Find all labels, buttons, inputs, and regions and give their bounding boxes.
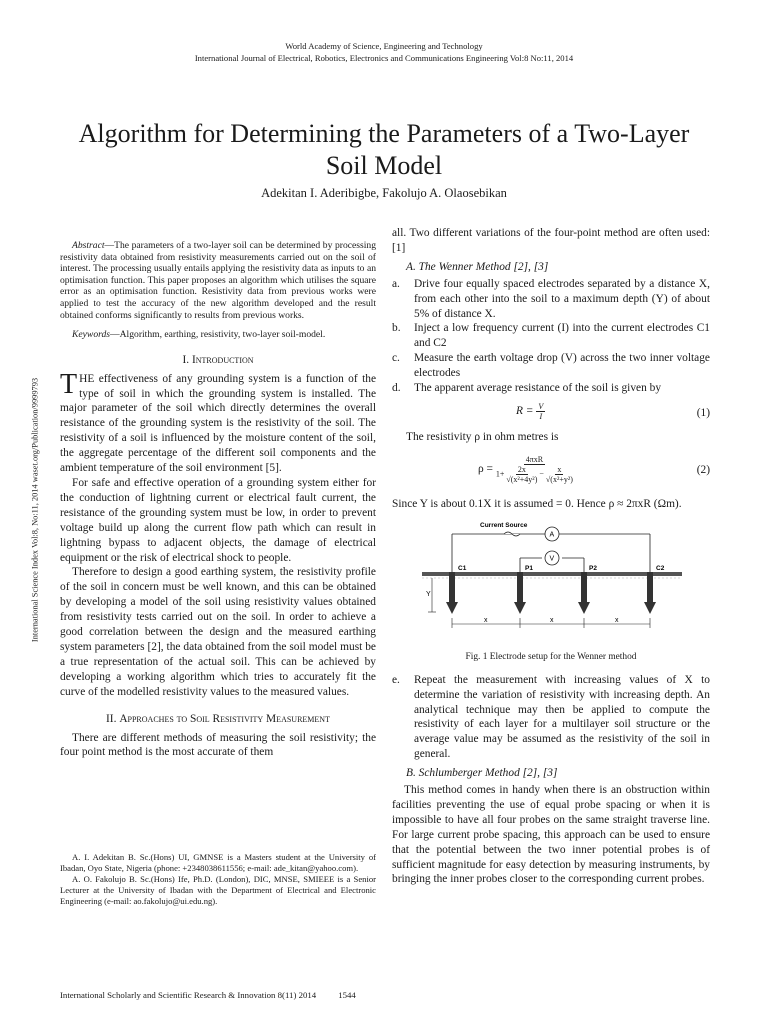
section-number: I. bbox=[182, 353, 190, 366]
fraction bbox=[506, 465, 537, 484]
list-marker: c. bbox=[392, 352, 400, 365]
spacing-label-3: x bbox=[615, 616, 619, 624]
section-heading-introduction bbox=[60, 353, 376, 368]
list-item bbox=[392, 321, 710, 351]
journal-header-line2: International Journal of Electrical, Robotics, Electronics and Communications Engineering Vol:8 No:11, 2014 bbox=[194, 53, 574, 63]
abstract-text: —The parameters of a two-layer soil can be determined by processing resistivity data obtained from resistivity measurements carried out on the soil of interest. The processing usually entails applying the resistivity data as inputs to an optimisation function. This paper proposes an algorithm which utilises the square error as an optimisation function. Resistivity data from previous works were applied to test the accuracy of the new algorithm developed and the result obtained conforms significantly to results from previous works. bbox=[60, 240, 376, 321]
right-column bbox=[392, 226, 710, 887]
footnote-author-2: A. O. Fakolujo B. Sc.(Hons) Ife, Ph.D. (London), DIC, MNSE, SMIEEE is a Senior Lecturer at the University of Ibadan with the Department of Electrical and Electronic Engineering (e-mail: ao.fakolujo@ui.edu.ng). bbox=[60, 874, 376, 906]
footer-text: International Scholarly and Scientific Research & Innovation 8(11) 2014 bbox=[60, 990, 317, 1000]
subsection-wenner: A. The Wenner Method [2], [3] bbox=[406, 260, 549, 273]
fraction-denominator bbox=[496, 465, 573, 484]
abstract-label: Abstract bbox=[72, 240, 105, 251]
ground-surface bbox=[422, 572, 682, 576]
term-one: 1+ bbox=[495, 469, 505, 479]
list-marker: e. bbox=[392, 673, 400, 686]
fraction-denominator: √(x²+y²) bbox=[545, 474, 573, 484]
list-marker: a. bbox=[392, 277, 400, 290]
spacing-label-2: x bbox=[550, 616, 554, 624]
list-marker: d. bbox=[392, 382, 401, 395]
section-number: II. bbox=[106, 712, 117, 725]
keywords-label: Keywords bbox=[72, 329, 111, 341]
page-number: 1544 bbox=[338, 990, 356, 1000]
list-marker: b. bbox=[392, 322, 401, 335]
fraction-denominator: √(x²+4y²) bbox=[506, 474, 538, 484]
footnotes bbox=[60, 852, 376, 907]
keywords-text: —Algorithm, earthing, resistivity, two-layer soil-model. bbox=[110, 329, 326, 341]
label-p1: P1 bbox=[525, 564, 533, 572]
intro-paragraph-1 bbox=[60, 368, 376, 476]
equation-lhs: R = bbox=[516, 405, 534, 418]
fraction-numerator: 2x bbox=[517, 464, 526, 474]
resistivity-line: The resistivity ρ in ohm metres is bbox=[406, 430, 559, 443]
equation-2 bbox=[392, 451, 710, 491]
fraction-denominator: I bbox=[539, 411, 543, 421]
journal-header-line1: World Academy of Science, Engineering and Technology bbox=[285, 41, 483, 51]
schlumberger-paragraph: This method comes in handy when there is an obstruction within facilities preventing the use of equal probe spacing or when it is impossible to have all four probes on the same straight traverse line. For large current probe spacing, this approach can be used to ensure that the potential between the two inner potential probes is of sufficient magnitude for easy detection by measuring instruments, by bringing the inner probes closer to the corresponding current probes. bbox=[392, 784, 710, 886]
section-heading-approaches bbox=[60, 712, 376, 727]
equation-1-body bbox=[516, 402, 545, 421]
fraction-numerator: V bbox=[538, 401, 544, 411]
list-text: Repeat the measurement with increasing values of X to determine the variation of resistivity with increasing depth. An analytical technique may then be applied to compute the resistivity of each layer for a multilayer soil structure or the average value may be assumed as the resistivity of the soil in general. bbox=[414, 673, 710, 761]
page-footer bbox=[60, 990, 356, 1000]
intro-paragraph-1-text: HE effectiveness of any grounding system is a function of the type of soil in which the grounding system is installed. The major parameter of the soil which directly determines the overall resistance of the grounding system is the resistivity of the soil. The resistivity of a soil is influenced by the moisture content of the soil, the aggregate percentage of the different soil components and the ambient temperature of the soil environment [5]. bbox=[60, 372, 376, 475]
approaches-paragraph: There are different methods of measuring the soil resistivity; the four point method is the most accurate of them bbox=[60, 731, 376, 759]
list-item bbox=[392, 351, 710, 381]
intro-paragraph-2: For safe and effective operation of a grounding system either for the conduction of lightning current or electrical fault current, the resistance of the grounding system must be low, in order to prevent voltage build up along the current flow path which can result in lightning bypass to adjacent objects, the damage of electrical equipment or the risk of electrical shock to people. bbox=[60, 477, 376, 564]
list-text: Drive four equally spaced electrodes separated by a distance X, from each other into the soil to a maximum depth (Y) of about 5% of distance X. bbox=[414, 277, 710, 320]
equation-1 bbox=[392, 402, 710, 424]
wenner-electrode-figure bbox=[392, 520, 710, 648]
since-paragraph: Since Y is about 0.1X it is assumed = 0. Hence ρ ≈ 2πxR (Ωm). bbox=[392, 497, 682, 510]
label-p2: P2 bbox=[589, 564, 597, 572]
section-title: Introduction bbox=[191, 353, 254, 366]
abstract bbox=[60, 240, 376, 321]
list-item bbox=[392, 277, 710, 322]
list-text: The apparent average resistance of the soil is given by bbox=[414, 382, 662, 395]
spacing-label-1: x bbox=[484, 616, 488, 624]
equation-number: (1) bbox=[696, 406, 710, 419]
list-item bbox=[392, 673, 710, 762]
equation-2-body bbox=[478, 455, 573, 484]
label-c2: C2 bbox=[656, 564, 665, 572]
list-item bbox=[392, 381, 710, 396]
footnote-author-1: A. I. Adekitan B. Sc.(Hons) UI, GMNSE is a Masters student at the University of Ibadan, Oyo State, Nigeria (phone: +2348038611556; e-mail: ade_kitan@yahoo.com). bbox=[60, 852, 376, 873]
paper-authors: Adekitan I. Aderibigbe, Fakolujo A. Olaosebikan bbox=[261, 186, 507, 200]
ammeter-label: A bbox=[549, 531, 555, 539]
fraction-numerator: 4πxR bbox=[525, 454, 544, 464]
fraction-numerator: x bbox=[557, 464, 562, 474]
label-c1: C1 bbox=[458, 564, 467, 572]
voltmeter-label: V bbox=[549, 555, 555, 563]
drop-cap: T bbox=[60, 368, 78, 400]
sidebar-index bbox=[28, 350, 42, 670]
subsection-schlumberger: B. Schlumberger Method [2], [3] bbox=[406, 767, 558, 780]
equation-number: (2) bbox=[696, 463, 710, 476]
section-title: Approaches to Soil Resistivity Measurement bbox=[119, 712, 330, 725]
fraction bbox=[536, 402, 545, 421]
current-source-icon bbox=[504, 532, 520, 536]
fraction bbox=[546, 465, 573, 484]
figure-caption: Fig. 1 Electrode setup for the Wenner method bbox=[465, 651, 637, 662]
minus-sign: − bbox=[539, 469, 544, 479]
equation-lhs: ρ = bbox=[478, 462, 493, 475]
current-source-label: Current Source bbox=[480, 521, 528, 529]
paper-title: Algorithm for Determining the Parameters of a Two-Layer Soil Model bbox=[78, 119, 690, 180]
list-text: Measure the earth voltage drop (V) across the two inner voltage electrodes bbox=[414, 352, 710, 380]
sidebar-index-text: International Science Index Vol:8, No:11, 2014 waset.org/Publication/9999793 bbox=[30, 377, 40, 643]
list-text: Inject a low frequency current (I) into the current electrodes C1 and C2 bbox=[414, 322, 710, 350]
keywords bbox=[60, 329, 376, 341]
intro-paragraph-3: Therefore to design a good earthing system, the resistivity profile of the soil in concern must be well known, and this can be obtained by developing a model of the soil using resistivity values obtained from resistivity tests carried out on the soil. In order to achieve a good correlation between the design and the measured earthing system parameters [2], the data obtained from the soil model must be a true representation of the actual soil. This can be achieved by developing a working algorithm which tries to accurately fit the curve of the modelled resistivity values to the measured values. bbox=[60, 566, 376, 698]
continuation-paragraph: all. Two different variations of the four-point method are often used: [1] bbox=[392, 227, 710, 254]
depth-label: Y bbox=[426, 590, 431, 598]
fraction bbox=[496, 455, 573, 484]
left-column bbox=[60, 240, 376, 760]
